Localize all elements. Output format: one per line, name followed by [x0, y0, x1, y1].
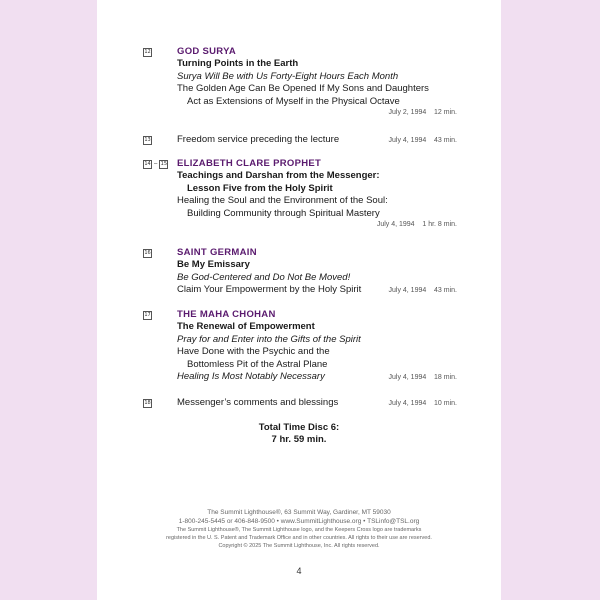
publisher-contact: 1-800-245-5445 or 406-848-9500 • www.SummitLighthouse.org • TSLinfo@TSL.org: [178, 518, 420, 525]
lecture-line: Building Community through Spiritual Mastery: [187, 207, 380, 219]
date: July 4, 1994: [376, 221, 415, 228]
track-box: 17: [144, 311, 151, 318]
duration: 43 min.: [434, 137, 457, 144]
track-box: 16: [144, 249, 151, 256]
duration: 43 min.: [434, 287, 457, 294]
trademark-notice: registered in the U. S. Patent and Trademark Office and in other countries. All rights to their use are reserved.: [166, 535, 432, 541]
duration: 1 hr. 8 min.: [422, 221, 457, 228]
lecture-title: Teachings and Darshan from the Messenger:: [177, 170, 380, 181]
speaker-name: ELIZABETH CLARE PROPHET: [177, 158, 322, 169]
track-entry: [145, 134, 457, 147]
lecture-title: Freedom service preceding the lecture: [177, 134, 340, 145]
speaker-name: THE MAHA CHOHAN: [177, 309, 276, 320]
track-range-dash: –: [154, 161, 158, 167]
date: July 4, 1994: [388, 400, 427, 407]
date-duration: [389, 373, 458, 383]
track-number-icon: [143, 310, 152, 320]
lecture-subtitle: Healing Is Most Notably Necessary: [177, 371, 325, 382]
date-duration: [389, 286, 458, 296]
copyright-notice: Copyright © 2025 The Summit Lighthouse, Inc. All rights reserved.: [218, 543, 380, 549]
lecture-line: Claim Your Empowerment by the Holy Spirit: [177, 284, 362, 295]
total-time-value: 7 hr. 59 min.: [271, 434, 327, 445]
duration: 18 min.: [434, 374, 457, 381]
track-entry: [145, 309, 457, 384]
lecture-line: Bottomless Pit of the Astral Plane: [187, 358, 328, 370]
lecture-line: Have Done with the Psychic and the: [177, 346, 330, 357]
trademark-notice: The Summit Lighthouse®, The Summit Lighthouse logo, and the Keepers Cross logo are trademarks: [176, 527, 422, 533]
track-box: 13: [144, 136, 151, 143]
date: July 4, 1994: [388, 137, 427, 144]
lecture-title: Turning Points in the Earth: [177, 58, 299, 69]
track-entry: [145, 247, 457, 297]
publisher-address: The Summit Lighthouse®, 63 Summit Way, Gardiner, MT 59030: [207, 509, 391, 516]
track-number-icon: [143, 248, 152, 258]
speaker-name: SAINT GERMAIN: [177, 247, 257, 258]
duration: 10 min.: [434, 400, 457, 407]
lecture-title: The Renewal of Empowerment: [177, 321, 315, 332]
lecture-subtitle: Surya Will Be with Us Forty-Eight Hours Each Month: [177, 70, 399, 82]
booklet-page: [97, 0, 501, 600]
track-box: 14: [144, 160, 151, 167]
track-box: 18: [144, 399, 151, 406]
total-time-label: Total Time Disc 6:: [258, 422, 340, 433]
lecture-title: Messenger’s comments and blessings: [177, 397, 339, 408]
track-box: 12: [144, 48, 151, 55]
lecture-line: Act as Extensions of Myself in the Physical Octave: [187, 95, 400, 107]
date-duration: [389, 136, 458, 146]
track-entry: [145, 397, 457, 410]
track-number-icon: [143, 159, 168, 169]
lecture-title: Be My Emissary: [177, 259, 250, 270]
speaker-name: GOD SURYA: [177, 46, 237, 57]
lecture-line: The Golden Age Can Be Opened If My Sons and Daughters: [177, 83, 429, 94]
track-number-icon: [143, 47, 152, 57]
track-number-icon: [143, 135, 152, 145]
lecture-line: Healing the Soul and the Environment of the Soul:: [177, 195, 388, 206]
lecture-subtitle: Pray for and Enter into the Gifts of the Spirit: [177, 333, 361, 345]
lecture-subtitle: Be God-Centered and Do Not Be Moved!: [177, 271, 351, 283]
track-number-icon: [143, 398, 152, 408]
date-duration: [389, 399, 458, 409]
page-number: 4: [296, 566, 302, 576]
date: July 4, 1994: [388, 287, 427, 294]
date-duration: [177, 220, 457, 230]
duration: 12 min.: [434, 109, 457, 116]
date-duration: [177, 108, 457, 118]
publisher-footer: [97, 508, 501, 550]
track-entry: [145, 46, 457, 118]
total-time: [97, 422, 501, 446]
date: July 2, 1994: [388, 109, 427, 116]
track-box: 15: [160, 160, 168, 167]
date: July 4, 1994: [388, 374, 427, 381]
track-entry: [145, 158, 457, 230]
lecture-title: Lesson Five from the Holy Spirit: [187, 182, 333, 194]
